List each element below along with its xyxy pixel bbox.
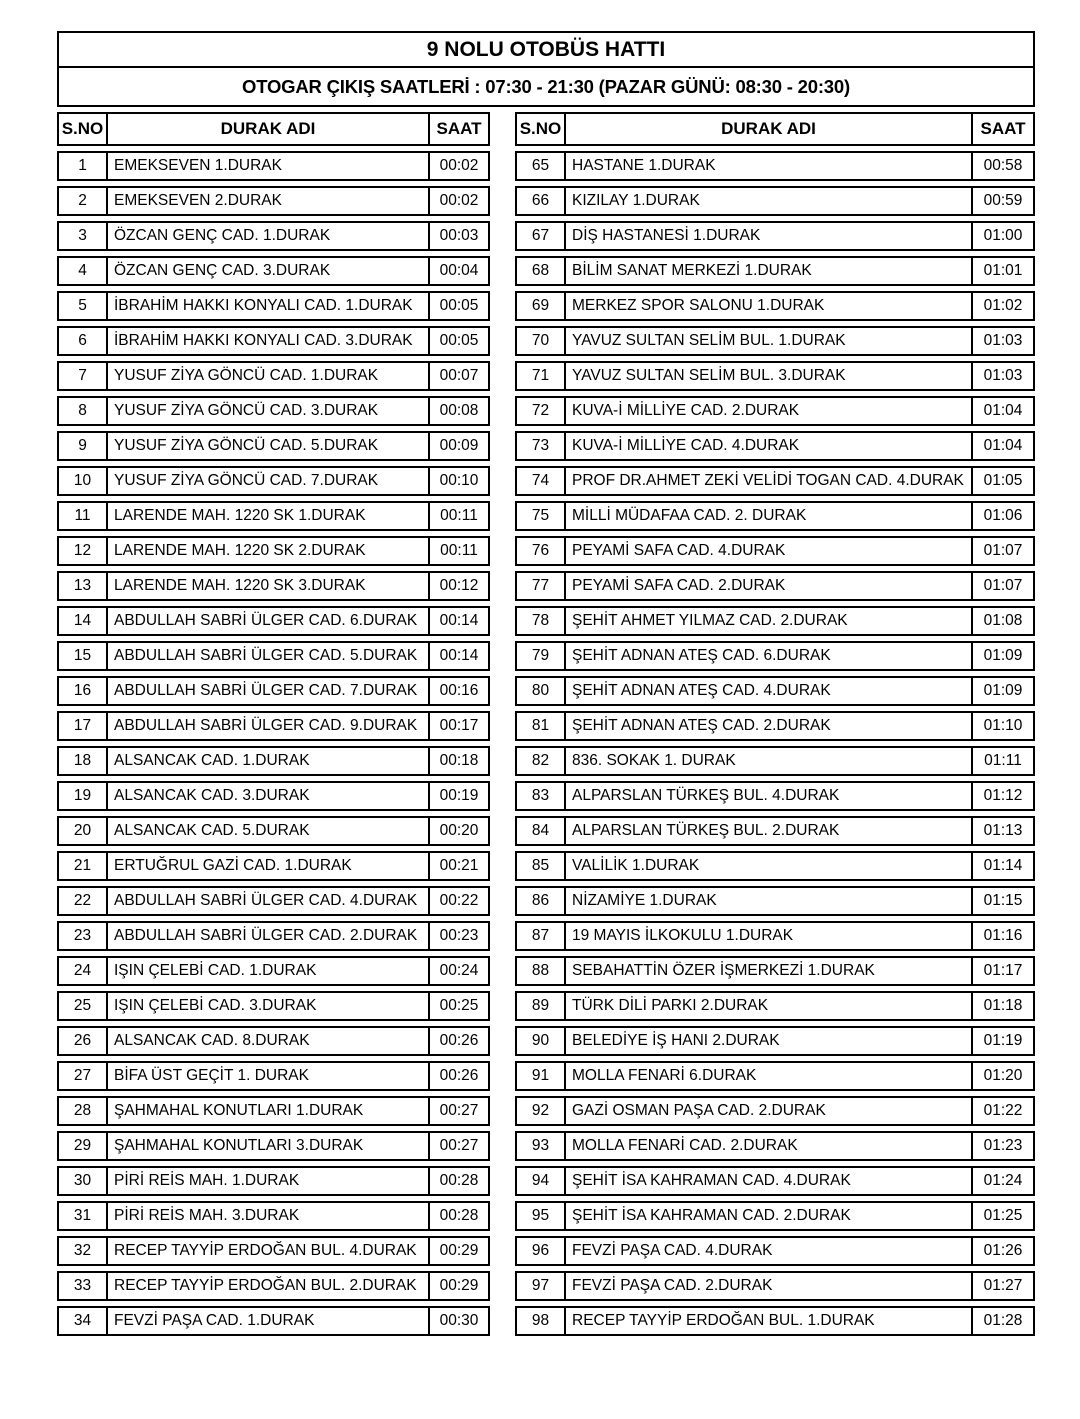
stop-name: ŞEHİT İSA KAHRAMAN CAD. 4.DURAK: [566, 1166, 973, 1196]
table-row: [57, 396, 490, 426]
stop-time: 00:29: [430, 1236, 490, 1266]
stop-number: 8: [57, 396, 108, 426]
stop-name: ŞEHİT AHMET YILMAZ CAD. 2.DURAK: [566, 606, 973, 636]
table-row: [515, 921, 1035, 951]
stop-number: 88: [515, 956, 566, 986]
stop-time: 01:10: [973, 711, 1035, 741]
stop-time: 00:22: [430, 886, 490, 916]
col-header-stop: DURAK ADI: [566, 112, 973, 146]
stop-number: 68: [515, 256, 566, 286]
table-row: [57, 326, 490, 356]
stop-number: 83: [515, 781, 566, 811]
table-row: [515, 256, 1035, 286]
table-row: [57, 1096, 490, 1126]
stop-number: 29: [57, 1131, 108, 1161]
stop-time: 00:27: [430, 1131, 490, 1161]
stop-name: VALİLİK 1.DURAK: [566, 851, 973, 881]
table-row: [57, 1201, 490, 1231]
stop-number: 69: [515, 291, 566, 321]
stop-name: YUSUF ZİYA GÖNCÜ CAD. 1.DURAK: [108, 361, 430, 391]
stop-number: 4: [57, 256, 108, 286]
stop-time: 00:12: [430, 571, 490, 601]
stop-number: 2: [57, 186, 108, 216]
stop-time: 01:26: [973, 1236, 1035, 1266]
stop-time: 01:22: [973, 1096, 1035, 1126]
stop-time: 00:03: [430, 221, 490, 251]
stop-number: 70: [515, 326, 566, 356]
stop-number: 25: [57, 991, 108, 1021]
stop-number: 87: [515, 921, 566, 951]
stop-time: 00:05: [430, 291, 490, 321]
table-row: [515, 431, 1035, 461]
stop-time: 00:14: [430, 606, 490, 636]
stop-name: KIZILAY 1.DURAK: [566, 186, 973, 216]
stop-time: 01:23: [973, 1131, 1035, 1161]
stop-name: ŞAHMAHAL KONUTLARI 3.DURAK: [108, 1131, 430, 1161]
stop-name: ALSANCAK CAD. 5.DURAK: [108, 816, 430, 846]
stop-time: 01:12: [973, 781, 1035, 811]
stop-time: 01:11: [973, 746, 1035, 776]
table-row: [515, 606, 1035, 636]
stop-name: PEYAMİ SAFA CAD. 2.DURAK: [566, 571, 973, 601]
stop-name: RECEP TAYYİP ERDOĞAN BUL. 1.DURAK: [566, 1306, 973, 1336]
col-header-sno: S.NO: [515, 112, 566, 146]
stop-number: 76: [515, 536, 566, 566]
stop-name: YUSUF ZİYA GÖNCÜ CAD. 3.DURAK: [108, 396, 430, 426]
stop-name: HASTANE 1.DURAK: [566, 151, 973, 181]
table-row: [57, 151, 490, 181]
stop-time: 00:30: [430, 1306, 490, 1336]
stop-number: 3: [57, 221, 108, 251]
stop-name: ABDULLAH SABRİ ÜLGER CAD. 6.DURAK: [108, 606, 430, 636]
stop-time: 00:29: [430, 1271, 490, 1301]
stop-number: 89: [515, 991, 566, 1021]
stop-name: MİLLİ MÜDAFAA CAD. 2. DURAK: [566, 501, 973, 531]
stop-number: 21: [57, 851, 108, 881]
stop-number: 27: [57, 1061, 108, 1091]
table-row: [515, 1061, 1035, 1091]
stop-time: 00:18: [430, 746, 490, 776]
table-row: [57, 1271, 490, 1301]
stop-name: BİLİM SANAT MERKEZİ 1.DURAK: [566, 256, 973, 286]
stop-name: IŞIN ÇELEBİ CAD. 3.DURAK: [108, 991, 430, 1021]
stop-name: ABDULLAH SABRİ ÜLGER CAD. 5.DURAK: [108, 641, 430, 671]
stop-time: 01:04: [973, 396, 1035, 426]
table-row: [515, 1026, 1035, 1056]
stop-name: PROF DR.AHMET ZEKİ VELİDİ TOGAN CAD. 4.DURAK: [566, 466, 973, 496]
stop-time: 01:25: [973, 1201, 1035, 1231]
stop-time: 01:13: [973, 816, 1035, 846]
stop-name: ŞEHİT İSA KAHRAMAN CAD. 2.DURAK: [566, 1201, 973, 1231]
stop-time: 01:28: [973, 1306, 1035, 1336]
stop-number: 85: [515, 851, 566, 881]
stop-name: ŞEHİT ADNAN ATEŞ CAD. 2.DURAK: [566, 711, 973, 741]
stop-name: BELEDİYE İŞ HANI 2.DURAK: [566, 1026, 973, 1056]
bus-schedule-sheet: [57, 31, 1035, 1341]
stop-number: 34: [57, 1306, 108, 1336]
table-row: [57, 1236, 490, 1266]
stop-time: 00:58: [973, 151, 1035, 181]
stop-time: 00:59: [973, 186, 1035, 216]
table-row: [515, 536, 1035, 566]
stop-time: 01:09: [973, 676, 1035, 706]
stop-name: ERTUĞRUL GAZİ CAD. 1.DURAK: [108, 851, 430, 881]
stop-time: 00:05: [430, 326, 490, 356]
stop-name: GAZİ OSMAN PAŞA CAD. 2.DURAK: [566, 1096, 973, 1126]
stop-name: YUSUF ZİYA GÖNCÜ CAD. 7.DURAK: [108, 466, 430, 496]
stop-name: EMEKSEVEN 2.DURAK: [108, 186, 430, 216]
stop-number: 12: [57, 536, 108, 566]
stop-number: 77: [515, 571, 566, 601]
stop-time: 00:04: [430, 256, 490, 286]
stop-number: 20: [57, 816, 108, 846]
stop-time: 00:23: [430, 921, 490, 951]
stop-time: 01:07: [973, 571, 1035, 601]
table-row: [515, 1306, 1035, 1336]
table-row: [515, 326, 1035, 356]
stop-time: 01:01: [973, 256, 1035, 286]
stop-time: 01:24: [973, 1166, 1035, 1196]
table-row: [57, 711, 490, 741]
stop-time: 00:11: [430, 536, 490, 566]
stop-number: 71: [515, 361, 566, 391]
stop-number: 81: [515, 711, 566, 741]
table-row: [57, 1306, 490, 1336]
stop-name: LARENDE MAH. 1220 SK 3.DURAK: [108, 571, 430, 601]
stop-name: PEYAMİ SAFA CAD. 4.DURAK: [566, 536, 973, 566]
stop-time: 01:27: [973, 1271, 1035, 1301]
table-row: [57, 991, 490, 1021]
stop-name: BİFA ÜST GEÇİT 1. DURAK: [108, 1061, 430, 1091]
stop-name: YAVUZ SULTAN SELİM BUL. 3.DURAK: [566, 361, 973, 391]
stop-number: 13: [57, 571, 108, 601]
stop-name: LARENDE MAH. 1220 SK 1.DURAK: [108, 501, 430, 531]
table-row: [515, 1096, 1035, 1126]
stop-name: TÜRK DİLİ PARKI 2.DURAK: [566, 991, 973, 1021]
stop-name: ŞEHİT ADNAN ATEŞ CAD. 6.DURAK: [566, 641, 973, 671]
col-header-time: SAAT: [973, 112, 1035, 146]
table-row: [57, 571, 490, 601]
table-row: [515, 1271, 1035, 1301]
stop-time: 00:21: [430, 851, 490, 881]
stop-name: ALSANCAK CAD. 8.DURAK: [108, 1026, 430, 1056]
stop-time: 01:09: [973, 641, 1035, 671]
stop-time: 00:02: [430, 186, 490, 216]
stop-name: İBRAHİM HAKKI KONYALI CAD. 3.DURAK: [108, 326, 430, 356]
table-row: [515, 956, 1035, 986]
table-row: [515, 291, 1035, 321]
stop-name: IŞIN ÇELEBİ CAD. 1.DURAK: [108, 956, 430, 986]
stop-time: 01:03: [973, 361, 1035, 391]
stop-number: 91: [515, 1061, 566, 1091]
table-row: [515, 676, 1035, 706]
stop-number: 86: [515, 886, 566, 916]
stop-number: 94: [515, 1166, 566, 1196]
stop-name: KUVA-İ MİLLİYE CAD. 4.DURAK: [566, 431, 973, 461]
stop-number: 24: [57, 956, 108, 986]
table-row: [57, 361, 490, 391]
stop-time: 01:18: [973, 991, 1035, 1021]
stop-time: 01:08: [973, 606, 1035, 636]
table-row: [515, 1131, 1035, 1161]
stop-time: 01:07: [973, 536, 1035, 566]
page-title: 9 NOLU OTOBÜS HATTI: [57, 31, 1035, 68]
stop-name: FEVZİ PAŞA CAD. 4.DURAK: [566, 1236, 973, 1266]
stop-number: 73: [515, 431, 566, 461]
table-row: [515, 1236, 1035, 1266]
stop-name: 19 MAYIS İLKOKULU 1.DURAK: [566, 921, 973, 951]
stop-number: 30: [57, 1166, 108, 1196]
stop-number: 14: [57, 606, 108, 636]
stop-time: 00:24: [430, 956, 490, 986]
stop-time: 00:20: [430, 816, 490, 846]
departure-hours-subtitle: OTOGAR ÇIKIŞ SAATLERİ : 07:30 - 21:30 (PAZAR GÜNÜ: 08:30 - 20:30): [57, 66, 1035, 107]
stop-number: 9: [57, 431, 108, 461]
stop-name: ŞEHİT ADNAN ATEŞ CAD. 4.DURAK: [566, 676, 973, 706]
stop-number: 98: [515, 1306, 566, 1336]
stop-name: ABDULLAH SABRİ ÜLGER CAD. 9.DURAK: [108, 711, 430, 741]
stop-time: 01:06: [973, 501, 1035, 531]
stop-name: 836. SOKAK 1. DURAK: [566, 746, 973, 776]
table-row: [515, 851, 1035, 881]
stop-number: 31: [57, 1201, 108, 1231]
stop-time: 00:26: [430, 1026, 490, 1056]
stop-number: 33: [57, 1271, 108, 1301]
stop-number: 15: [57, 641, 108, 671]
stop-time: 01:03: [973, 326, 1035, 356]
table-row: [515, 1201, 1035, 1231]
table-row: [515, 361, 1035, 391]
stop-name: MOLLA FENARİ 6.DURAK: [566, 1061, 973, 1091]
stop-number: 72: [515, 396, 566, 426]
stop-number: 32: [57, 1236, 108, 1266]
stop-time: 01:19: [973, 1026, 1035, 1056]
stop-time: 01:00: [973, 221, 1035, 251]
stop-time: 01:04: [973, 431, 1035, 461]
table-row: [57, 536, 490, 566]
table-row: [515, 991, 1035, 1021]
stop-name: ALPARSLAN TÜRKEŞ BUL. 2.DURAK: [566, 816, 973, 846]
stop-time: 00:02: [430, 151, 490, 181]
stop-time: 00:07: [430, 361, 490, 391]
table-row: [57, 1131, 490, 1161]
stop-number: 78: [515, 606, 566, 636]
stop-number: 90: [515, 1026, 566, 1056]
stop-name: YAVUZ SULTAN SELİM BUL. 1.DURAK: [566, 326, 973, 356]
stop-number: 26: [57, 1026, 108, 1056]
header-row: [515, 112, 1035, 146]
table-row: [515, 781, 1035, 811]
stop-name: RECEP TAYYİP ERDOĞAN BUL. 2.DURAK: [108, 1271, 430, 1301]
stop-name: ŞAHMAHAL KONUTLARI 1.DURAK: [108, 1096, 430, 1126]
table-row: [57, 746, 490, 776]
stop-time: 00:16: [430, 676, 490, 706]
table-row: [515, 886, 1035, 916]
table-row: [57, 431, 490, 461]
col-header-sno: S.NO: [57, 112, 108, 146]
stop-name: DİŞ HASTANESİ 1.DURAK: [566, 221, 973, 251]
table-row: [515, 641, 1035, 671]
table-row: [57, 851, 490, 881]
stop-name: SEBAHATTİN ÖZER İŞMERKEZİ 1.DURAK: [566, 956, 973, 986]
stop-time: 00:25: [430, 991, 490, 1021]
table-row: [57, 256, 490, 286]
stop-number: 5: [57, 291, 108, 321]
stop-name: PİRİ REİS MAH. 3.DURAK: [108, 1201, 430, 1231]
table-row: [515, 746, 1035, 776]
table-row: [57, 956, 490, 986]
stop-number: 82: [515, 746, 566, 776]
stop-number: 92: [515, 1096, 566, 1126]
table-row: [57, 921, 490, 951]
stop-number: 96: [515, 1236, 566, 1266]
header-row: [57, 112, 490, 146]
stop-name: FEVZİ PAŞA CAD. 1.DURAK: [108, 1306, 430, 1336]
stop-name: RECEP TAYYİP ERDOĞAN BUL. 4.DURAK: [108, 1236, 430, 1266]
table-row: [515, 186, 1035, 216]
stop-name: KUVA-İ MİLLİYE CAD. 2.DURAK: [566, 396, 973, 426]
stop-number: 65: [515, 151, 566, 181]
stop-number: 7: [57, 361, 108, 391]
stop-number: 6: [57, 326, 108, 356]
stop-name: ABDULLAH SABRİ ÜLGER CAD. 4.DURAK: [108, 886, 430, 916]
stop-time: 01:16: [973, 921, 1035, 951]
stop-number: 22: [57, 886, 108, 916]
table-row: [57, 1026, 490, 1056]
stop-number: 28: [57, 1096, 108, 1126]
stop-time: 00:28: [430, 1201, 490, 1231]
table-row: [57, 501, 490, 531]
table-row: [515, 501, 1035, 531]
stop-time: 01:20: [973, 1061, 1035, 1091]
stop-time: 00:28: [430, 1166, 490, 1196]
stop-time: 00:14: [430, 641, 490, 671]
stop-time: 01:15: [973, 886, 1035, 916]
table-row: [515, 1166, 1035, 1196]
stop-time: 01:02: [973, 291, 1035, 321]
table-row: [57, 221, 490, 251]
stop-name: ABDULLAH SABRİ ÜLGER CAD. 2.DURAK: [108, 921, 430, 951]
table-row: [515, 711, 1035, 741]
stop-name: MOLLA FENARİ CAD. 2.DURAK: [566, 1131, 973, 1161]
stop-number: 80: [515, 676, 566, 706]
table-row: [515, 466, 1035, 496]
table-row: [57, 886, 490, 916]
stop-number: 74: [515, 466, 566, 496]
stop-time: 00:19: [430, 781, 490, 811]
stop-time: 00:09: [430, 431, 490, 461]
stop-time: 00:17: [430, 711, 490, 741]
stop-name: ALSANCAK CAD. 1.DURAK: [108, 746, 430, 776]
schedule-tables: [57, 107, 1035, 1341]
table-row: [57, 641, 490, 671]
stop-name: ÖZCAN GENÇ CAD. 1.DURAK: [108, 221, 430, 251]
stop-name: İBRAHİM HAKKI KONYALI CAD. 1.DURAK: [108, 291, 430, 321]
stop-number: 18: [57, 746, 108, 776]
table-row: [57, 291, 490, 321]
stop-time: 00:26: [430, 1061, 490, 1091]
table-row: [57, 466, 490, 496]
stop-time: 00:08: [430, 396, 490, 426]
stop-number: 84: [515, 816, 566, 846]
stop-number: 19: [57, 781, 108, 811]
stop-name: YUSUF ZİYA GÖNCÜ CAD. 5.DURAK: [108, 431, 430, 461]
stop-name: FEVZİ PAŞA CAD. 2.DURAK: [566, 1271, 973, 1301]
table-row: [515, 221, 1035, 251]
table-row: [57, 1166, 490, 1196]
table-row: [57, 781, 490, 811]
stop-number: 75: [515, 501, 566, 531]
stop-time: 01:05: [973, 466, 1035, 496]
stop-name: PİRİ REİS MAH. 1.DURAK: [108, 1166, 430, 1196]
table-row: [515, 816, 1035, 846]
stop-number: 79: [515, 641, 566, 671]
stop-number: 23: [57, 921, 108, 951]
table-row: [57, 1061, 490, 1091]
stop-name: ÖZCAN GENÇ CAD. 3.DURAK: [108, 256, 430, 286]
col-header-time: SAAT: [430, 112, 490, 146]
stop-number: 17: [57, 711, 108, 741]
stop-time: 00:27: [430, 1096, 490, 1126]
stop-number: 93: [515, 1131, 566, 1161]
stop-number: 16: [57, 676, 108, 706]
stop-time: 00:10: [430, 466, 490, 496]
stop-name: ALSANCAK CAD. 3.DURAK: [108, 781, 430, 811]
stop-name: MERKEZ SPOR SALONU 1.DURAK: [566, 291, 973, 321]
stop-number: 11: [57, 501, 108, 531]
stop-name: ALPARSLAN TÜRKEŞ BUL. 4.DURAK: [566, 781, 973, 811]
stop-number: 66: [515, 186, 566, 216]
stop-number: 95: [515, 1201, 566, 1231]
table-row: [515, 571, 1035, 601]
stop-time: 01:14: [973, 851, 1035, 881]
stop-number: 67: [515, 221, 566, 251]
stop-number: 1: [57, 151, 108, 181]
stop-name: EMEKSEVEN 1.DURAK: [108, 151, 430, 181]
table-row: [57, 186, 490, 216]
stop-time: 01:17: [973, 956, 1035, 986]
stop-number: 10: [57, 466, 108, 496]
stop-name: ABDULLAH SABRİ ÜLGER CAD. 7.DURAK: [108, 676, 430, 706]
stop-name: NİZAMİYE 1.DURAK: [566, 886, 973, 916]
schedule-table-right: [515, 107, 1035, 1341]
schedule-table-left: [57, 107, 490, 1341]
stop-time: 00:11: [430, 501, 490, 531]
table-row: [57, 816, 490, 846]
col-header-stop: DURAK ADI: [108, 112, 430, 146]
table-row: [57, 606, 490, 636]
stop-number: 97: [515, 1271, 566, 1301]
stop-name: LARENDE MAH. 1220 SK 2.DURAK: [108, 536, 430, 566]
table-row: [515, 396, 1035, 426]
table-row: [57, 676, 490, 706]
table-row: [515, 151, 1035, 181]
